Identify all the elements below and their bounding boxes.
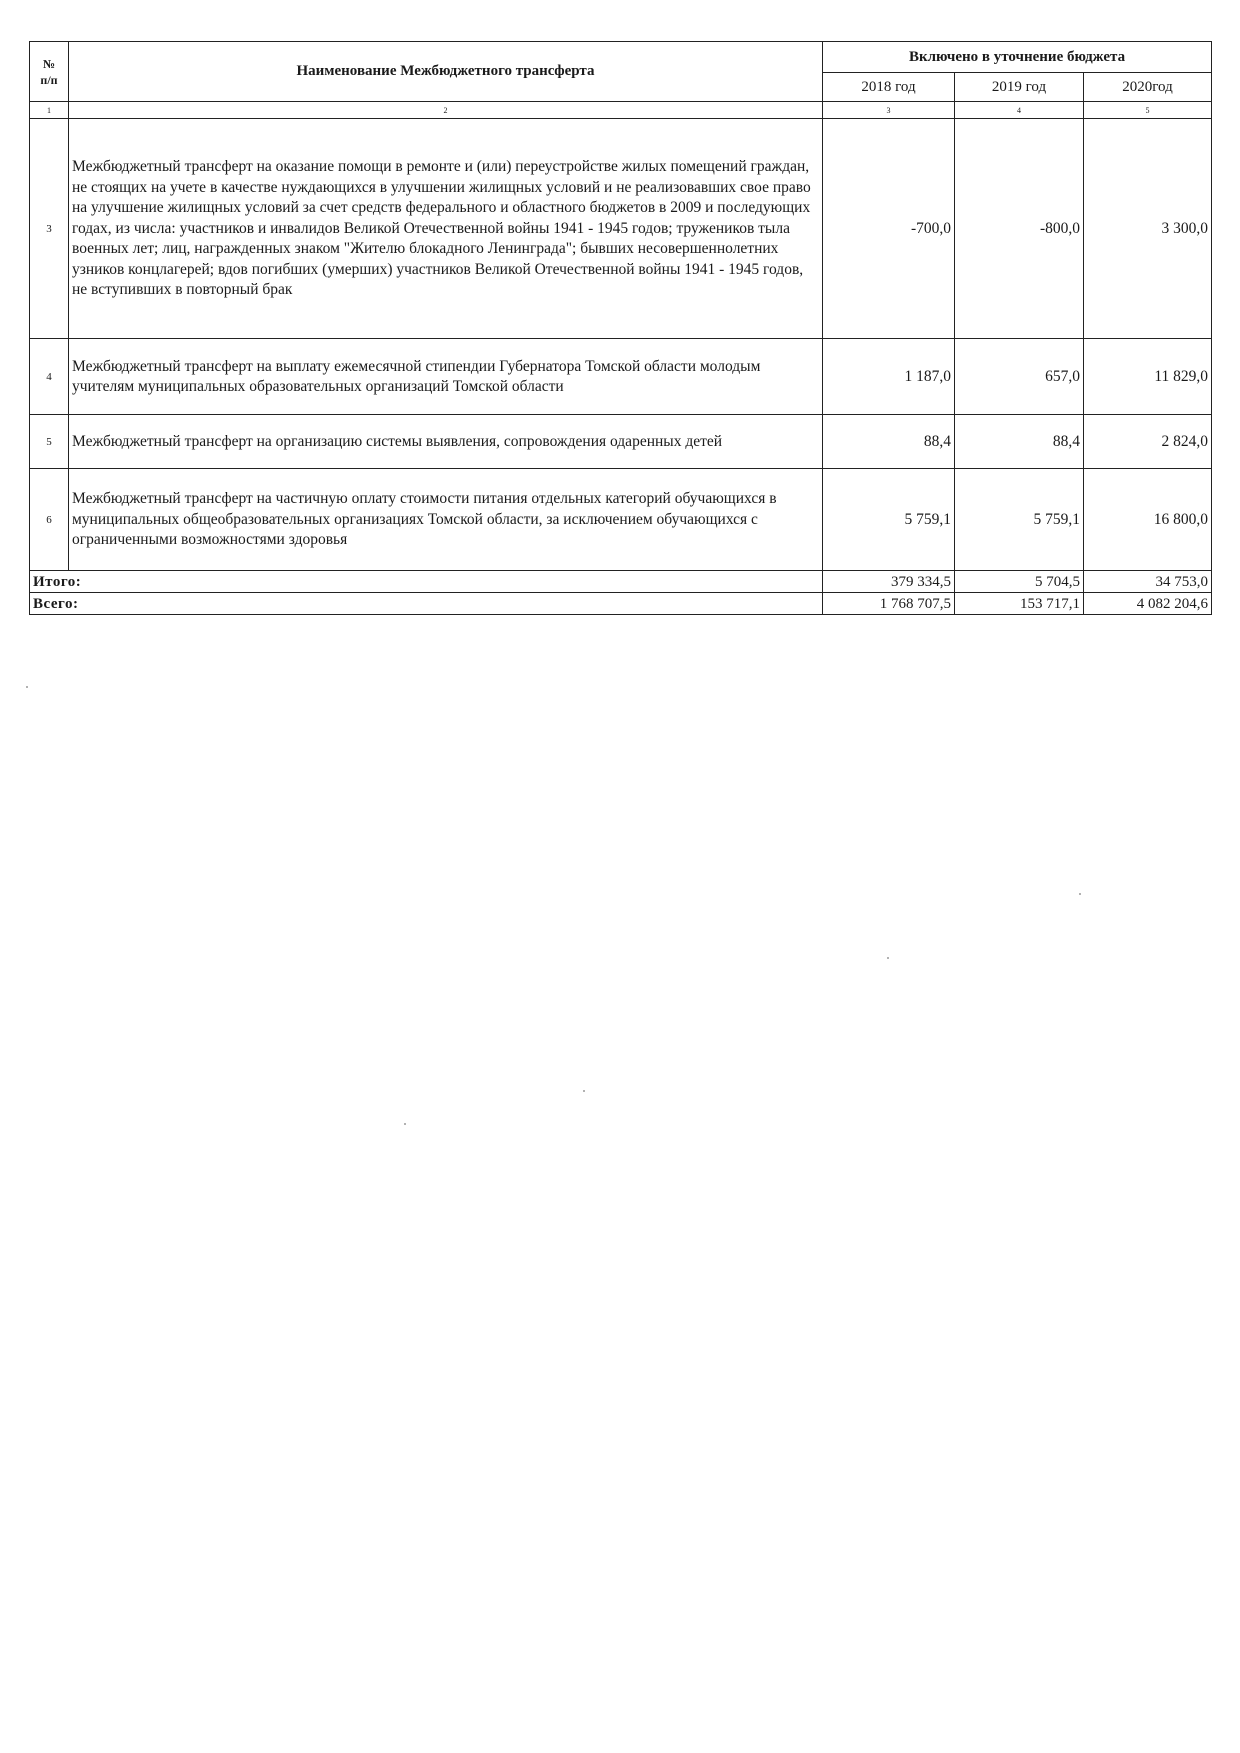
column-number: 4 [955, 102, 1084, 119]
scan-speck [1079, 893, 1081, 895]
header-year-2018: 2018 год [823, 73, 955, 102]
row-value-2018: 88,4 [823, 415, 955, 469]
table-row [30, 415, 1212, 469]
scan-speck [887, 957, 889, 959]
row-name: Межбюджетный трансферт на частичную оплату стоимости питания отдельных категорий обучающихся в муниципальных общеобразовательных организациях Томской области, за исключением обучающихся с ограниченными возможностями здоровья [69, 469, 823, 571]
row-value-2020: 16 800,0 [1084, 469, 1212, 571]
subtotal-label: Итого: [30, 571, 823, 593]
total-value-2020: 4 082 204,6 [1084, 593, 1212, 615]
total-value-2019: 153 717,1 [955, 593, 1084, 615]
subtotal-value-2018: 379 334,5 [823, 571, 955, 593]
row-name: Межбюджетный трансферт на оказание помощи в ремонте и (или) переустройстве жилых помещений граждан, не стоящих на учете в качестве нуждающихся в улучшении жилищных условий и не реализовавших свое право на улучшение жилищных условий за счет средств федерального и областного бюджетов в 2009 и последующих годах, из числа: участников и инвалидов Великой Отечественной войны 1941 - 1945 годов; тружеников тыла военных лет; лиц, награжденных знаком "Жителю блокадного Ленинграда"; бывших несовершеннолетних узников концлагерей; вдов погибших (умерших) участников Великой Отечественной войны 1941 - 1945 годов, не вступивших в повторный брак [69, 119, 823, 339]
subtotal-value-2019: 5 704,5 [955, 571, 1084, 593]
row-value-2020: 2 824,0 [1084, 415, 1212, 469]
header-row-top [30, 42, 1212, 73]
header-num-line1: № [42, 56, 56, 71]
row-number: 6 [30, 469, 69, 571]
row-value-2018: 1 187,0 [823, 339, 955, 415]
header-num-cell [30, 42, 69, 102]
total-label: Всего: [30, 593, 823, 615]
row-number: 4 [30, 339, 69, 415]
row-value-2019: 657,0 [955, 339, 1084, 415]
total-value-2018: 1 768 707,5 [823, 593, 955, 615]
subtotal-row [30, 571, 1212, 593]
table-row [30, 469, 1212, 571]
row-value-2020: 3 300,0 [1084, 119, 1212, 339]
column-number: 1 [30, 102, 69, 119]
scan-speck [583, 1090, 585, 1092]
header-year-2020: 2020год [1084, 73, 1212, 102]
table-row [30, 119, 1212, 339]
header-year-2019: 2019 год [955, 73, 1084, 102]
row-number: 5 [30, 415, 69, 469]
header-name-cell: Наименование Межбюджетного трансферта [69, 42, 823, 102]
row-name: Межбюджетный трансферт на выплату ежемесячной стипендии Губернатора Томской области молодым учителям муниципальных образовательных организаций Томской области [69, 339, 823, 415]
row-value-2018: -700,0 [823, 119, 955, 339]
row-value-2018: 5 759,1 [823, 469, 955, 571]
header-group-cell: Включено в уточнение бюджета [823, 42, 1212, 73]
column-number: 2 [69, 102, 823, 119]
row-value-2019: 88,4 [955, 415, 1084, 469]
column-number: 3 [823, 102, 955, 119]
row-name: Межбюджетный трансферт на организацию системы выявления, сопровождения одаренных детей [69, 415, 823, 469]
budget-table [29, 41, 1212, 615]
scan-speck [26, 686, 28, 688]
document-page [29, 41, 1211, 615]
total-row [30, 593, 1212, 615]
table-row [30, 339, 1212, 415]
scan-speck [404, 1123, 406, 1125]
row-number: 3 [30, 119, 69, 339]
header-num-line2: п/п [40, 72, 58, 87]
column-number-row [30, 102, 1212, 119]
row-value-2019: -800,0 [955, 119, 1084, 339]
row-value-2020: 11 829,0 [1084, 339, 1212, 415]
subtotal-value-2020: 34 753,0 [1084, 571, 1212, 593]
column-number: 5 [1084, 102, 1212, 119]
row-value-2019: 5 759,1 [955, 469, 1084, 571]
